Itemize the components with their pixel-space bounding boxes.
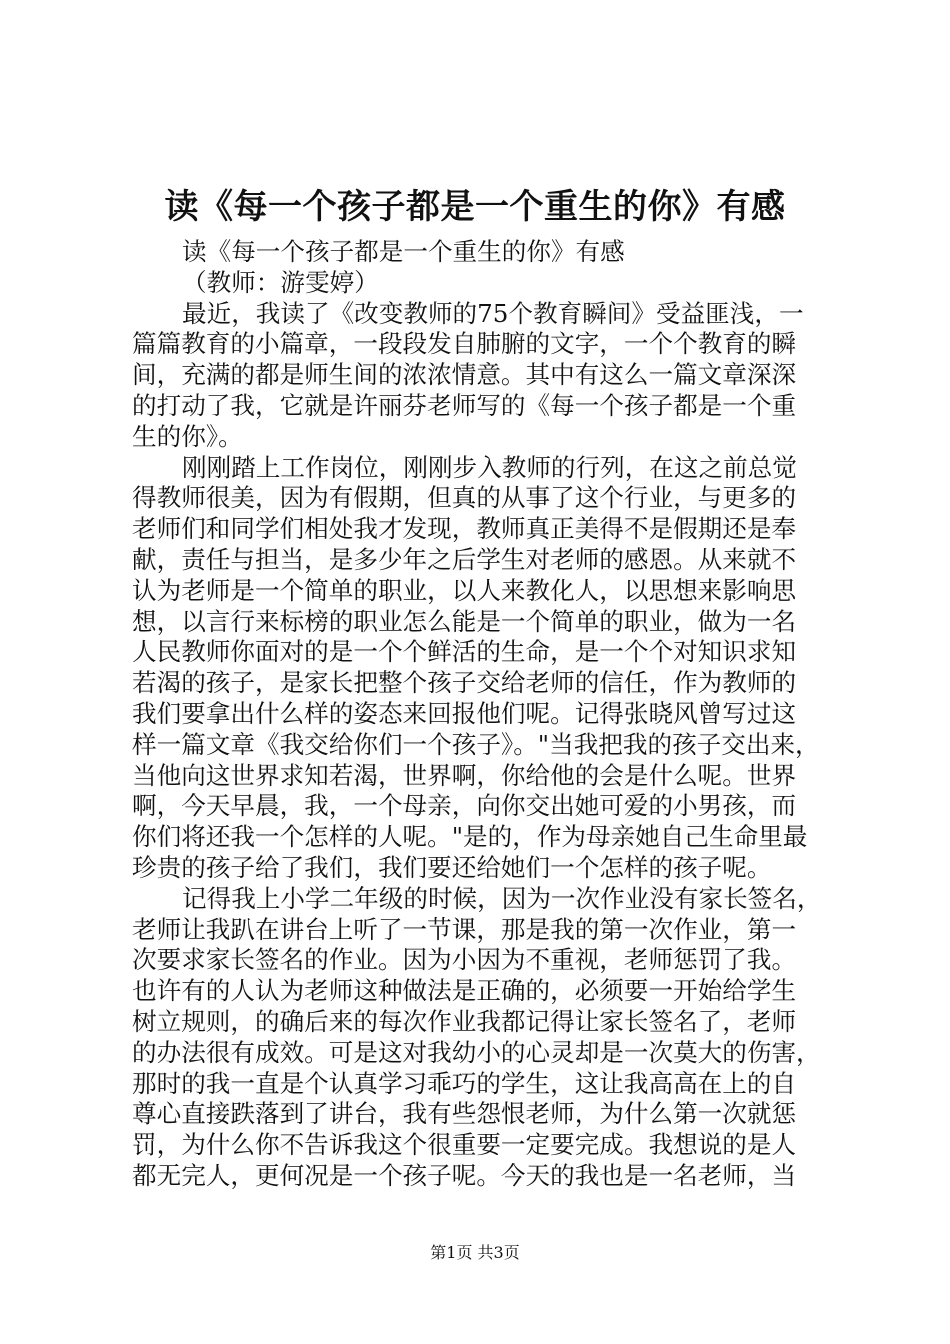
- document-body: [132, 237, 832, 1192]
- body-text-line: 那时的我一直是个认真学习乖巧的学生，这让我高高在上的自: [132, 1068, 797, 1098]
- body-text-line: （教师：游雯婷）: [182, 267, 379, 297]
- body-text-line: 人民教师你面对的是一个个鲜活的生命，是一个个对知识求知: [132, 637, 797, 667]
- body-text-line: 篇篇教育的小篇章，一段段发自肺腑的文字，一个个教育的瞬: [132, 329, 797, 359]
- body-text-line: 珍贵的孩子给了我们，我们要还给她们一个怎样的孩子呢。: [132, 852, 772, 882]
- body-text-line: 最近，我读了《改变教师的75个教育瞬间》受益匪浅，一: [182, 298, 804, 328]
- body-text-line: 老师们和同学们相处我才发现，教师真正美得不是假期还是奉: [132, 514, 797, 544]
- body-text-line: 认为老师是一个简单的职业，以人来教化人，以思想来影响思: [132, 575, 797, 605]
- page-number-footer: 第1页 共3页: [430, 1243, 520, 1262]
- body-text-line: 你们将还我一个怎样的人呢。"是的，作为母亲她自己生命里最: [132, 822, 808, 852]
- body-text-line: 间，充满的都是师生间的浓浓情意。其中有这么一篇文章深深: [132, 360, 797, 390]
- body-text-line: 树立规则，的确后来的每次作业我都记得让家长签名了，老师: [132, 1006, 797, 1036]
- body-text-line: 想，以言行来标榜的职业怎么能是一个简单的职业，做为一名: [132, 606, 797, 636]
- body-text-line: 的打动了我，它就是许丽芬老师写的《每一个孩子都是一个重: [132, 390, 797, 420]
- body-text-line: 啊，今天早晨，我，一个母亲，向你交出她可爱的小男孩，而: [132, 791, 797, 821]
- body-text-line: 献，责任与担当，是多少年之后学生对老师的感恩。从来就不: [132, 544, 797, 574]
- body-text-line: 若渴的孩子，是家长把整个孩子交给老师的信任，作为教师的: [132, 668, 797, 698]
- body-text-line: 的办法很有成效。可是这对我幼小的心灵却是一次莫大的伤害，: [132, 1037, 821, 1067]
- body-text-line: 我们要拿出什么样的姿态来回报他们呢。记得张晓风曾写过这: [132, 698, 797, 728]
- body-text-line: 当他向这世界求知若渴，世界啊，你给他的会是什么呢。世界: [132, 760, 797, 790]
- document-title: 读《每一个孩子都是一个重生的你》有感: [164, 187, 786, 227]
- body-text-line: 尊心直接跌落到了讲台，我有些怨恨老师，为什么第一次就惩: [132, 1099, 797, 1129]
- body-text-line: 次要求家长签名的作业。因为小因为不重视，老师惩罚了我。: [132, 945, 797, 975]
- body-text-line: 也许有的人认为老师这种做法是正确的，必须要一开始给学生: [132, 976, 797, 1006]
- body-text-line: 得教师很美，因为有假期，但真的从事了这个行业，与更多的: [132, 483, 797, 513]
- body-text-line: 样一篇文章《我交给你们一个孩子》。"当我把我的孩子交出来，: [132, 729, 820, 759]
- body-text-line: 都无完人，更何况是一个孩子呢。今天的我也是一名老师，当: [132, 1160, 797, 1190]
- body-text-line: 记得我上小学二年级的时候，因为一次作业没有家长签名，: [182, 883, 822, 913]
- body-text-line: 罚，为什么你不告诉我这个很重要一定要完成。我想说的是人: [132, 1130, 797, 1160]
- body-text-line: 老师让我趴在讲台上听了一节课，那是我的第一次作业，第一: [132, 914, 797, 944]
- body-text-line: 生的你》。: [132, 421, 243, 451]
- body-text-line: 读《每一个孩子都是一个重生的你》有感: [182, 237, 625, 266]
- body-text-line: 刚刚踏上工作岗位，刚刚步入教师的行列，在这之前总觉: [182, 452, 797, 482]
